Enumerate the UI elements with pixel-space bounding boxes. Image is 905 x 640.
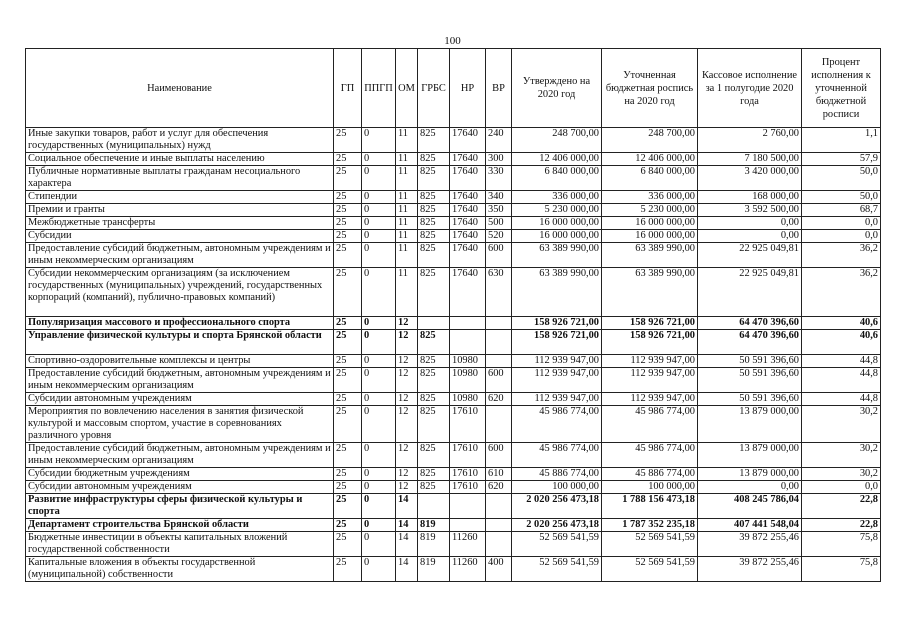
cell-cash: 7 180 500,00 (698, 153, 802, 166)
cell-vr: 600 (486, 443, 512, 468)
page-number: 100 (444, 35, 461, 47)
cell-name: Субсидии бюджетным учреждениям (26, 468, 334, 481)
header-ppgp: ППГП (362, 49, 396, 128)
cell-name: Предоставление субсидий бюджетным, автономным учреждениям и иным некоммерческим организациям (26, 243, 334, 268)
cell-cash: 64 470 396,60 (698, 330, 802, 355)
cell-updated: 158 926 721,00 (602, 330, 698, 355)
cell-grbs: 825 (418, 268, 450, 317)
cell-gp: 25 (334, 153, 362, 166)
cell-approved: 16 000 000,00 (512, 217, 602, 230)
cell-om: 11 (396, 128, 418, 153)
cell-name: Бюджетные инвестиции в объекты капитальных вложений государственной собственности (26, 532, 334, 557)
table-row (26, 557, 881, 582)
cell-grbs: 819 (418, 557, 450, 582)
cell-gp: 25 (334, 494, 362, 519)
cell-name: Предоставление субсидий бюджетным, автономным учреждениям и иным некоммерческим организациям (26, 443, 334, 468)
cell-om: 11 (396, 204, 418, 217)
cell-gp: 25 (334, 368, 362, 393)
cell-percent: 30,2 (802, 468, 881, 481)
cell-vr (486, 330, 512, 355)
table-row (26, 406, 881, 443)
cell-vr: 400 (486, 557, 512, 582)
cell-approved: 112 939 947,00 (512, 355, 602, 368)
cell-om: 11 (396, 191, 418, 204)
cell-ppgp: 0 (362, 443, 396, 468)
cell-percent: 50,0 (802, 166, 881, 191)
cell-approved: 112 939 947,00 (512, 368, 602, 393)
cell-ppgp: 0 (362, 406, 396, 443)
cell-updated: 112 939 947,00 (602, 368, 698, 393)
cell-om: 11 (396, 217, 418, 230)
cell-cash: 2 760,00 (698, 128, 802, 153)
cell-cash: 407 441 548,04 (698, 519, 802, 532)
cell-grbs: 825 (418, 406, 450, 443)
cell-ppgp: 0 (362, 519, 396, 532)
cell-vr (486, 519, 512, 532)
cell-gp: 25 (334, 204, 362, 217)
cell-percent: 50,0 (802, 191, 881, 204)
cell-gp: 25 (334, 268, 362, 317)
cell-approved: 2 020 256 473,18 (512, 494, 602, 519)
cell-updated: 45 886 774,00 (602, 468, 698, 481)
cell-cash: 168 000,00 (698, 191, 802, 204)
cell-cash: 50 591 396,60 (698, 393, 802, 406)
cell-name: Социальное обеспечение и иные выплаты населению (26, 153, 334, 166)
cell-ppgp: 0 (362, 368, 396, 393)
cell-vr (486, 532, 512, 557)
cell-vr: 620 (486, 393, 512, 406)
cell-approved: 158 926 721,00 (512, 330, 602, 355)
cell-vr: 300 (486, 153, 512, 166)
table-row (26, 128, 881, 153)
cell-grbs: 825 (418, 243, 450, 268)
cell-updated: 16 000 000,00 (602, 230, 698, 243)
table-row (26, 481, 881, 494)
cell-name: Предоставление субсидий бюджетным, автономным учреждениям и иным некоммерческим организациям (26, 368, 334, 393)
cell-ppgp: 0 (362, 481, 396, 494)
table-row (26, 191, 881, 204)
cell-nr: 17640 (450, 204, 486, 217)
cell-vr: 600 (486, 368, 512, 393)
cell-grbs: 825 (418, 443, 450, 468)
cell-ppgp: 0 (362, 557, 396, 582)
cell-updated: 5 230 000,00 (602, 204, 698, 217)
cell-ppgp: 0 (362, 532, 396, 557)
header-cash: Кассовое исполнение за 1 полугодие 2020 года (698, 49, 802, 128)
cell-ppgp: 0 (362, 243, 396, 268)
cell-vr (486, 355, 512, 368)
cell-cash: 50 591 396,60 (698, 368, 802, 393)
cell-vr: 500 (486, 217, 512, 230)
cell-ppgp: 0 (362, 317, 396, 330)
cell-om: 12 (396, 443, 418, 468)
table-row (26, 317, 881, 330)
cell-percent: 30,2 (802, 443, 881, 468)
table-row (26, 166, 881, 191)
cell-updated: 100 000,00 (602, 481, 698, 494)
cell-nr: 17610 (450, 481, 486, 494)
cell-name: Субсидии (26, 230, 334, 243)
cell-updated: 12 406 000,00 (602, 153, 698, 166)
cell-approved: 158 926 721,00 (512, 317, 602, 330)
cell-vr: 520 (486, 230, 512, 243)
cell-nr: 10980 (450, 393, 486, 406)
cell-grbs: 825 (418, 217, 450, 230)
cell-name: Субсидии некоммерческим организациям (за исключением государственных (муниципальных) учреждений, государственных корпораций (компаний), публично-правовых компаний) (26, 268, 334, 317)
cell-updated: 1 788 156 473,18 (602, 494, 698, 519)
cell-vr: 600 (486, 243, 512, 268)
table-row (26, 368, 881, 393)
cell-percent: 40,6 (802, 330, 881, 355)
cell-name: Развитие инфраструктуры сферы физической культуры и спорта (26, 494, 334, 519)
cell-percent: 57,9 (802, 153, 881, 166)
cell-grbs: 825 (418, 128, 450, 153)
cell-om: 12 (396, 481, 418, 494)
cell-ppgp: 0 (362, 191, 396, 204)
cell-cash: 22 925 049,81 (698, 268, 802, 317)
cell-nr: 11260 (450, 532, 486, 557)
cell-ppgp: 0 (362, 494, 396, 519)
cell-gp: 25 (334, 230, 362, 243)
cell-updated: 158 926 721,00 (602, 317, 698, 330)
cell-om: 11 (396, 166, 418, 191)
table-row (26, 204, 881, 217)
header-vr: ВР (486, 49, 512, 128)
cell-approved: 63 389 990,00 (512, 243, 602, 268)
cell-cash: 50 591 396,60 (698, 355, 802, 368)
cell-gp: 25 (334, 166, 362, 191)
table-row (26, 330, 881, 355)
cell-vr: 630 (486, 268, 512, 317)
cell-grbs (418, 494, 450, 519)
table-row (26, 519, 881, 532)
cell-nr: 17640 (450, 243, 486, 268)
cell-om: 11 (396, 268, 418, 317)
cell-percent: 44,8 (802, 355, 881, 368)
cell-om: 14 (396, 519, 418, 532)
cell-percent: 36,2 (802, 243, 881, 268)
cell-updated: 45 986 774,00 (602, 406, 698, 443)
cell-ppgp: 0 (362, 204, 396, 217)
cell-gp: 25 (334, 557, 362, 582)
cell-vr: 240 (486, 128, 512, 153)
cell-name: Капитальные вложения в объекты государственной (муниципальной) собственности (26, 557, 334, 582)
cell-nr: 17640 (450, 230, 486, 243)
cell-percent: 22,8 (802, 494, 881, 519)
cell-gp: 25 (334, 519, 362, 532)
cell-nr (450, 317, 486, 330)
cell-updated: 112 939 947,00 (602, 355, 698, 368)
cell-updated: 112 939 947,00 (602, 393, 698, 406)
cell-nr: 10980 (450, 368, 486, 393)
cell-approved: 248 700,00 (512, 128, 602, 153)
cell-nr (450, 330, 486, 355)
cell-gp: 25 (334, 355, 362, 368)
cell-cash: 0,00 (698, 230, 802, 243)
cell-nr: 17640 (450, 217, 486, 230)
cell-percent: 1,1 (802, 128, 881, 153)
cell-om: 12 (396, 355, 418, 368)
cell-percent: 40,6 (802, 317, 881, 330)
cell-ppgp: 0 (362, 330, 396, 355)
cell-name: Межбюджетные трансферты (26, 217, 334, 230)
cell-grbs: 825 (418, 330, 450, 355)
cell-grbs: 825 (418, 230, 450, 243)
cell-approved: 52 569 541,59 (512, 532, 602, 557)
cell-approved: 16 000 000,00 (512, 230, 602, 243)
cell-nr: 17610 (450, 443, 486, 468)
cell-grbs: 825 (418, 204, 450, 217)
cell-name: Субсидии автономным учреждениям (26, 481, 334, 494)
cell-om: 12 (396, 317, 418, 330)
cell-updated: 16 000 000,00 (602, 217, 698, 230)
cell-percent: 44,8 (802, 368, 881, 393)
cell-nr: 11260 (450, 557, 486, 582)
table-row (26, 153, 881, 166)
cell-percent: 68,7 (802, 204, 881, 217)
cell-om: 12 (396, 468, 418, 481)
cell-nr (450, 519, 486, 532)
cell-om: 14 (396, 557, 418, 582)
cell-cash: 13 879 000,00 (698, 406, 802, 443)
cell-updated: 248 700,00 (602, 128, 698, 153)
header-gp: ГП (334, 49, 362, 128)
cell-percent: 44,8 (802, 393, 881, 406)
cell-ppgp: 0 (362, 393, 396, 406)
cell-approved: 112 939 947,00 (512, 393, 602, 406)
table-row (26, 443, 881, 468)
cell-ppgp: 0 (362, 128, 396, 153)
cell-percent: 0,0 (802, 230, 881, 243)
table-row (26, 494, 881, 519)
cell-approved: 52 569 541,59 (512, 557, 602, 582)
cell-percent: 0,0 (802, 217, 881, 230)
cell-gp: 25 (334, 317, 362, 330)
cell-grbs: 825 (418, 393, 450, 406)
cell-grbs: 825 (418, 166, 450, 191)
cell-nr: 17610 (450, 406, 486, 443)
cell-updated: 45 986 774,00 (602, 443, 698, 468)
cell-cash: 39 872 255,46 (698, 532, 802, 557)
table-row (26, 468, 881, 481)
cell-approved: 5 230 000,00 (512, 204, 602, 217)
cell-vr: 610 (486, 468, 512, 481)
cell-name: Популяризация массового и профессионального спорта (26, 317, 334, 330)
cell-percent: 0,0 (802, 481, 881, 494)
cell-grbs: 825 (418, 153, 450, 166)
cell-grbs: 819 (418, 519, 450, 532)
cell-gp: 25 (334, 191, 362, 204)
header-grbs: ГРБС (418, 49, 450, 128)
table-row (26, 532, 881, 557)
cell-updated: 6 840 000,00 (602, 166, 698, 191)
cell-vr: 350 (486, 204, 512, 217)
cell-percent: 22,8 (802, 519, 881, 532)
cell-gp: 25 (334, 330, 362, 355)
cell-nr: 17640 (450, 128, 486, 153)
cell-grbs (418, 317, 450, 330)
cell-name: Публичные нормативные выплаты гражданам несоциального характера (26, 166, 334, 191)
cell-gp: 25 (334, 217, 362, 230)
cell-ppgp: 0 (362, 268, 396, 317)
cell-approved: 12 406 000,00 (512, 153, 602, 166)
cell-approved: 45 986 774,00 (512, 406, 602, 443)
cell-name: Премии и гранты (26, 204, 334, 217)
header-updated: Уточненная бюджетная роспись на 2020 год (602, 49, 698, 128)
cell-name: Субсидии автономным учреждениям (26, 393, 334, 406)
table-row (26, 243, 881, 268)
cell-grbs: 825 (418, 368, 450, 393)
cell-cash: 64 470 396,60 (698, 317, 802, 330)
cell-ppgp: 0 (362, 468, 396, 481)
cell-grbs: 825 (418, 355, 450, 368)
cell-approved: 45 986 774,00 (512, 443, 602, 468)
cell-ppgp: 0 (362, 217, 396, 230)
cell-om: 12 (396, 330, 418, 355)
cell-name: Департамент строительства Брянской области (26, 519, 334, 532)
cell-gp: 25 (334, 243, 362, 268)
cell-cash: 0,00 (698, 481, 802, 494)
header-percent: Процент исполнения к уточненной бюджетной росписи (802, 49, 881, 128)
header-approved: Утверждено на 2020 год (512, 49, 602, 128)
cell-cash: 408 245 786,04 (698, 494, 802, 519)
cell-gp: 25 (334, 393, 362, 406)
cell-name: Управление физической культуры и спорта Брянской области (26, 330, 334, 355)
cell-ppgp: 0 (362, 355, 396, 368)
cell-approved: 45 886 774,00 (512, 468, 602, 481)
cell-grbs: 825 (418, 481, 450, 494)
cell-om: 11 (396, 243, 418, 268)
cell-ppgp: 0 (362, 166, 396, 191)
cell-approved: 2 020 256 473,18 (512, 519, 602, 532)
cell-gp: 25 (334, 468, 362, 481)
cell-cash: 39 872 255,46 (698, 557, 802, 582)
cell-cash: 13 879 000,00 (698, 443, 802, 468)
cell-percent: 75,8 (802, 532, 881, 557)
header-row (26, 49, 881, 128)
cell-cash: 3 592 500,00 (698, 204, 802, 217)
cell-percent: 75,8 (802, 557, 881, 582)
cell-name: Спортивно-оздоровительные комплексы и центры (26, 355, 334, 368)
cell-nr: 17640 (450, 166, 486, 191)
cell-name: Мероприятия по вовлечению населения в занятия физической культурой и массовым спортом, участие в соревнованиях различного уровня (26, 406, 334, 443)
cell-vr: 340 (486, 191, 512, 204)
header-nr: НР (450, 49, 486, 128)
cell-updated: 1 787 352 235,18 (602, 519, 698, 532)
table-row (26, 393, 881, 406)
cell-updated: 63 389 990,00 (602, 268, 698, 317)
cell-gp: 25 (334, 481, 362, 494)
cell-updated: 336 000,00 (602, 191, 698, 204)
cell-om: 12 (396, 406, 418, 443)
cell-gp: 25 (334, 532, 362, 557)
cell-cash: 22 925 049,81 (698, 243, 802, 268)
cell-vr: 330 (486, 166, 512, 191)
cell-gp: 25 (334, 406, 362, 443)
cell-om: 11 (396, 230, 418, 243)
cell-updated: 63 389 990,00 (602, 243, 698, 268)
table-row (26, 268, 881, 317)
header-name: Наименование (26, 49, 334, 128)
cell-name: Иные закупки товаров, работ и услуг для обеспечения государственных (муниципальных) нужд (26, 128, 334, 153)
cell-om: 14 (396, 532, 418, 557)
cell-nr: 17610 (450, 468, 486, 481)
cell-ppgp: 0 (362, 153, 396, 166)
cell-nr: 17640 (450, 153, 486, 166)
cell-vr (486, 317, 512, 330)
cell-gp: 25 (334, 128, 362, 153)
cell-grbs: 825 (418, 468, 450, 481)
cell-grbs: 819 (418, 532, 450, 557)
cell-om: 11 (396, 153, 418, 166)
cell-ppgp: 0 (362, 230, 396, 243)
cell-vr (486, 494, 512, 519)
table-row (26, 217, 881, 230)
cell-updated: 52 569 541,59 (602, 532, 698, 557)
cell-cash: 0,00 (698, 217, 802, 230)
cell-vr (486, 406, 512, 443)
cell-nr: 10980 (450, 355, 486, 368)
table-row (26, 355, 881, 368)
cell-nr: 17640 (450, 268, 486, 317)
table-row (26, 230, 881, 243)
cell-approved: 100 000,00 (512, 481, 602, 494)
cell-approved: 336 000,00 (512, 191, 602, 204)
cell-percent: 36,2 (802, 268, 881, 317)
cell-cash: 13 879 000,00 (698, 468, 802, 481)
cell-om: 12 (396, 368, 418, 393)
cell-cash: 3 420 000,00 (698, 166, 802, 191)
cell-vr: 620 (486, 481, 512, 494)
cell-approved: 63 389 990,00 (512, 268, 602, 317)
cell-nr: 17640 (450, 191, 486, 204)
cell-approved: 6 840 000,00 (512, 166, 602, 191)
cell-om: 14 (396, 494, 418, 519)
budget-table (25, 48, 881, 582)
cell-nr (450, 494, 486, 519)
cell-updated: 52 569 541,59 (602, 557, 698, 582)
header-om: ОМ (396, 49, 418, 128)
cell-grbs: 825 (418, 191, 450, 204)
cell-percent: 30,2 (802, 406, 881, 443)
cell-name: Стипендии (26, 191, 334, 204)
cell-gp: 25 (334, 443, 362, 468)
cell-om: 12 (396, 393, 418, 406)
